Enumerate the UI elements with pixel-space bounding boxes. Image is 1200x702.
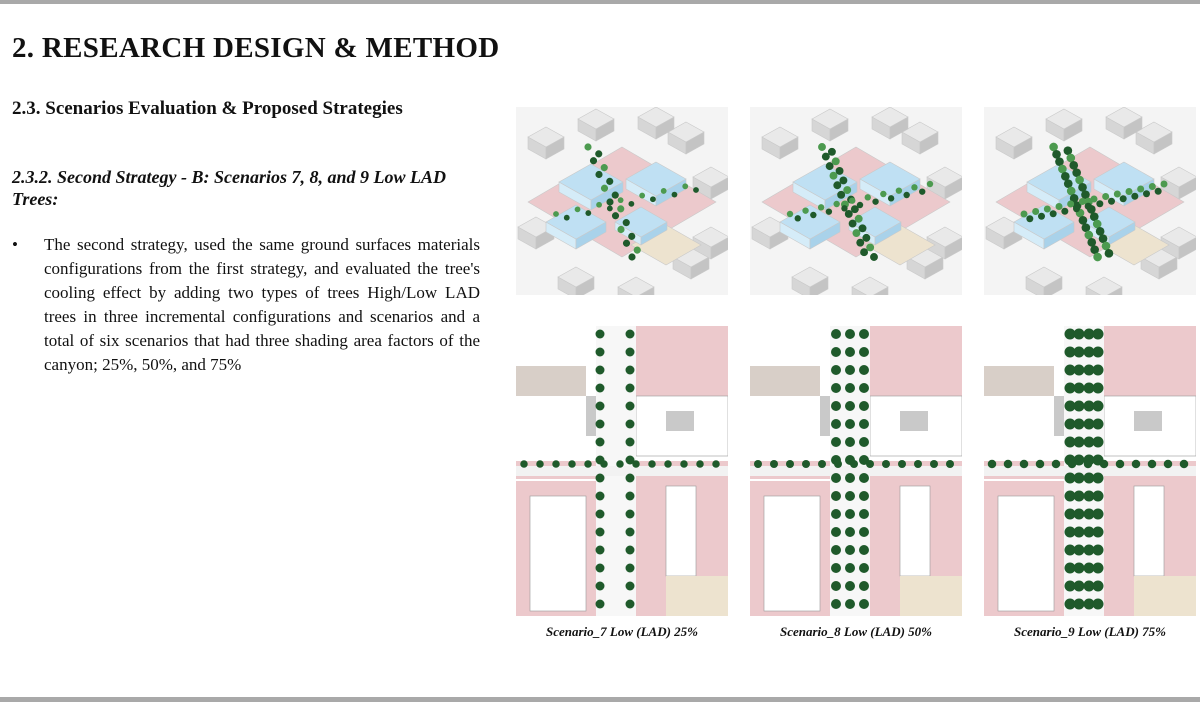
- tree-canopy: [1093, 383, 1104, 394]
- tree-canopy: [680, 460, 688, 468]
- tree-canopy: [575, 206, 581, 212]
- tree-canopy: [1036, 460, 1045, 469]
- paving-block: [516, 366, 586, 396]
- tree-canopy: [859, 563, 869, 573]
- tree-canopy: [595, 150, 602, 157]
- tree-canopy: [1108, 198, 1115, 205]
- tree-canopy: [1093, 329, 1104, 340]
- tree-canopy: [1074, 527, 1085, 538]
- tree-canopy: [1126, 188, 1133, 195]
- tree-canopy: [1093, 563, 1104, 574]
- tree-canopy: [596, 366, 605, 375]
- building-footprint: [998, 496, 1054, 611]
- tree-canopy: [845, 419, 855, 429]
- tree-canopy: [596, 582, 605, 591]
- tree-canopy: [882, 460, 890, 468]
- street: [750, 466, 962, 476]
- tree-canopy: [831, 491, 841, 501]
- tree-canopy: [856, 239, 864, 247]
- scenario-9-isometric-image: [984, 107, 1196, 295]
- tree-canopy: [818, 204, 824, 210]
- tree-canopy: [859, 329, 869, 339]
- tree-canopy: [590, 157, 597, 164]
- tree-canopy: [1105, 249, 1114, 258]
- tree-canopy: [568, 460, 576, 468]
- tree-canopy: [1093, 473, 1104, 484]
- tree-canopy: [1074, 581, 1085, 592]
- tree-canopy: [1100, 460, 1109, 469]
- tree-canopy: [859, 365, 869, 375]
- tree-canopy: [866, 460, 874, 468]
- tree-canopy: [859, 509, 869, 519]
- tree-canopy: [584, 460, 592, 468]
- tree-canopy: [845, 527, 855, 537]
- tree-canopy: [859, 581, 869, 591]
- building-footprint: [666, 486, 696, 576]
- tree-canopy: [903, 192, 909, 198]
- tree-canopy: [634, 247, 641, 254]
- tree-canopy: [831, 401, 841, 411]
- tree-canopy: [1079, 198, 1086, 205]
- tree-canopy: [712, 460, 720, 468]
- tree-canopy: [626, 528, 635, 537]
- tree-canopy: [919, 188, 925, 194]
- tree-canopy: [552, 460, 560, 468]
- building-footprint: [530, 496, 586, 611]
- tree-canopy: [1143, 190, 1150, 197]
- tree-canopy: [1074, 509, 1085, 520]
- tree-canopy: [822, 153, 830, 161]
- tree-canopy: [616, 460, 624, 468]
- tree-canopy: [1026, 215, 1033, 222]
- tree-canopy: [1068, 460, 1077, 469]
- tree-canopy: [1093, 509, 1104, 520]
- tree-canopy: [787, 211, 793, 217]
- tree-canopy: [626, 546, 635, 555]
- tree-canopy: [648, 460, 656, 468]
- tree-canopy: [845, 599, 855, 609]
- tree-canopy: [898, 460, 906, 468]
- scenario-8-isometric-image: [750, 107, 962, 295]
- tree-canopy: [596, 600, 605, 609]
- tree-canopy: [1120, 195, 1127, 202]
- tree-canopy: [849, 220, 857, 228]
- tree-canopy: [682, 183, 688, 189]
- tree-canopy: [859, 599, 869, 609]
- tree-canopy: [626, 510, 635, 519]
- tree-canopy: [639, 193, 645, 199]
- tree-canopy: [1074, 563, 1085, 574]
- tree-canopy: [1085, 203, 1092, 210]
- tree-canopy: [617, 226, 624, 233]
- tree-canopy: [831, 527, 841, 537]
- tree-canopy: [1161, 181, 1168, 188]
- tree-canopy: [1050, 210, 1057, 217]
- tree-canopy: [1093, 599, 1104, 610]
- bottom-rule: [0, 697, 1200, 702]
- tree-canopy: [831, 509, 841, 519]
- tree-canopy: [1074, 545, 1085, 556]
- tree-canopy: [845, 347, 855, 357]
- tree-canopy: [696, 460, 704, 468]
- tree-canopy: [911, 184, 917, 190]
- tree-canopy: [845, 473, 855, 483]
- tree-canopy: [1091, 196, 1098, 203]
- tree-canopy: [1074, 599, 1085, 610]
- plaza-area: [900, 576, 962, 616]
- scenario-7-plan-image: [516, 326, 728, 616]
- tree-canopy: [859, 545, 869, 555]
- tree-canopy: [1114, 191, 1121, 198]
- building-footprint: [1134, 411, 1162, 431]
- paving-block: [1094, 326, 1196, 396]
- tree-canopy: [831, 419, 841, 429]
- tree-canopy: [553, 211, 559, 217]
- tree-canopy: [596, 474, 605, 483]
- tree-canopy: [857, 202, 863, 208]
- tree-canopy: [852, 229, 860, 237]
- tree-canopy: [988, 460, 997, 469]
- tree-canopy: [1067, 201, 1074, 208]
- tree-canopy: [601, 164, 608, 171]
- tree-canopy: [859, 383, 869, 393]
- tree-canopy: [837, 191, 845, 199]
- tree-canopy: [833, 181, 841, 189]
- tree-canopy: [860, 248, 868, 256]
- street: [516, 466, 728, 476]
- scenario-8-plan-image: [750, 326, 962, 616]
- paving-block: [626, 326, 728, 396]
- tree-canopy: [626, 366, 635, 375]
- tree-canopy: [831, 599, 841, 609]
- tree-canopy: [845, 509, 855, 519]
- tree-canopy: [859, 491, 869, 501]
- tree-canopy: [845, 401, 855, 411]
- tree-canopy: [845, 491, 855, 501]
- building-footprint: [764, 496, 820, 611]
- tree-canopy: [612, 192, 619, 199]
- tree-canopy: [795, 215, 801, 221]
- tree-canopy: [830, 172, 838, 180]
- tree-canopy: [1074, 329, 1085, 340]
- tree-canopy: [865, 194, 871, 200]
- tree-canopy: [849, 197, 855, 203]
- tree-canopy: [626, 384, 635, 393]
- tree-canopy: [626, 402, 635, 411]
- tree-canopy: [845, 329, 855, 339]
- tree-canopy: [564, 215, 570, 221]
- tree-canopy: [606, 198, 613, 205]
- tree-canopy: [1073, 205, 1080, 212]
- scenario-8-caption: Scenario_8 Low (LAD) 50%: [779, 624, 933, 639]
- tree-canopy: [626, 564, 635, 573]
- tree-canopy: [628, 233, 635, 240]
- tree-canopy: [845, 545, 855, 555]
- tree-canopy: [1096, 200, 1103, 207]
- tree-canopy: [754, 460, 762, 468]
- tree-canopy: [596, 438, 605, 447]
- tree-canopy: [1164, 460, 1173, 469]
- tree-canopy: [826, 208, 832, 214]
- tree-canopy: [596, 420, 605, 429]
- tree-canopy: [859, 527, 869, 537]
- tree-canopy: [1074, 473, 1085, 484]
- tree-canopy: [1093, 527, 1104, 538]
- scenario-7-caption: Scenario_7 Low (LAD) 25%: [545, 624, 699, 639]
- tree-canopy: [831, 545, 841, 555]
- tree-canopy: [850, 460, 858, 468]
- tree-canopy: [930, 460, 938, 468]
- tree-canopy: [831, 329, 841, 339]
- tree-canopy: [661, 188, 667, 194]
- tree-canopy: [1020, 460, 1029, 469]
- tree-canopy: [888, 195, 894, 201]
- paving-block: [750, 366, 820, 396]
- tree-canopy: [650, 196, 656, 202]
- tree-canopy: [596, 492, 605, 501]
- tree-canopy: [626, 492, 635, 501]
- tree-canopy: [896, 187, 902, 193]
- tree-canopy: [623, 219, 630, 226]
- tree-canopy: [596, 510, 605, 519]
- tree-canopy: [845, 563, 855, 573]
- tree-canopy: [946, 460, 954, 468]
- tree-canopy: [596, 330, 605, 339]
- tree-canopy: [831, 347, 841, 357]
- tree-canopy: [596, 402, 605, 411]
- tree-canopy: [596, 384, 605, 393]
- tree-canopy: [607, 206, 613, 212]
- tree-canopy: [1061, 208, 1068, 215]
- bullet-item: [12, 233, 480, 377]
- tree-canopy: [845, 365, 855, 375]
- tree-canopy: [1093, 347, 1104, 358]
- tree-canopy: [520, 460, 528, 468]
- tree-canopy: [831, 563, 841, 573]
- bullet-text: The second strategy, used the same ground surfaces materials configurations from the first strategy, and evaluated the tree's cooling effect by adding two types of trees High/Low LAD trees in three incremental configurations and scenarios and a total of six scenarios that had three shading area factors of the canyon; 25%, 50%, and 75%: [44, 235, 480, 374]
- tree-canopy: [1093, 581, 1104, 592]
- tree-canopy: [1093, 419, 1104, 430]
- tree-canopy: [826, 162, 834, 170]
- tree-canopy: [601, 185, 608, 192]
- tree-canopy: [632, 460, 640, 468]
- tree-canopy: [770, 460, 778, 468]
- tree-canopy: [859, 401, 869, 411]
- tree-canopy: [786, 460, 794, 468]
- tree-canopy: [596, 528, 605, 537]
- tree-canopy: [626, 582, 635, 591]
- tree-canopy: [927, 181, 933, 187]
- tree-canopy: [845, 210, 853, 218]
- tree-canopy: [617, 205, 624, 212]
- tree-canopy: [1093, 401, 1104, 412]
- tree-canopy: [596, 564, 605, 573]
- tree-canopy: [1052, 460, 1061, 469]
- building-footprint: [900, 486, 930, 576]
- tree-canopy: [626, 474, 635, 483]
- tree-canopy: [1093, 437, 1104, 448]
- paving-block: [984, 366, 1054, 396]
- tree-canopy: [831, 473, 841, 483]
- tree-canopy: [818, 460, 826, 468]
- tree-canopy: [1044, 206, 1051, 213]
- tree-canopy: [859, 473, 869, 483]
- tree-canopy: [859, 347, 869, 357]
- tree-canopy: [1056, 203, 1063, 210]
- tree-canopy: [818, 143, 826, 151]
- tree-canopy: [672, 192, 678, 198]
- plaza-area: [666, 576, 728, 616]
- tree-canopy: [585, 210, 591, 216]
- tree-canopy: [600, 460, 608, 468]
- tree-canopy: [626, 438, 635, 447]
- tree-canopy: [1032, 208, 1039, 215]
- tree-canopy: [626, 348, 635, 357]
- tree-canopy: [841, 205, 847, 211]
- tree-canopy: [1093, 365, 1104, 376]
- tree-canopy: [626, 420, 635, 429]
- tree-canopy: [628, 201, 634, 207]
- tree-canopy: [596, 202, 602, 208]
- tree-canopy: [859, 419, 869, 429]
- tree-canopy: [1180, 460, 1189, 469]
- tree-canopy: [1074, 491, 1085, 502]
- tree-canopy: [1021, 211, 1028, 218]
- tree-canopy: [1137, 186, 1144, 193]
- building-footprint: [1134, 486, 1164, 576]
- tree-canopy: [1148, 460, 1157, 469]
- tree-canopy: [1093, 491, 1104, 502]
- bullet-list: [12, 233, 480, 377]
- building-footprint: [900, 411, 928, 431]
- sub-heading: 2.3.2. Second Strategy - B: Scenarios 7, 8, and 9 Low LAD Trees:: [12, 167, 447, 209]
- scenario-9-caption: Scenario_9 Low (LAD) 75%: [1013, 624, 1167, 639]
- tree-canopy: [831, 365, 841, 375]
- tree-canopy: [612, 212, 619, 219]
- tree-canopy: [1116, 460, 1125, 469]
- tree-canopy: [831, 581, 841, 591]
- scenario-7-isometric-image: [516, 107, 728, 295]
- tree-canopy: [1131, 193, 1138, 200]
- slide-title: 2. RESEARCH DESIGN & METHOD: [12, 32, 500, 64]
- tree-canopy: [1074, 365, 1085, 376]
- tree-canopy: [1149, 183, 1156, 190]
- tree-canopy: [1038, 213, 1045, 220]
- tree-canopy: [1102, 193, 1109, 200]
- tree-canopy: [1074, 437, 1085, 448]
- paving-block: [860, 326, 962, 396]
- tree-canopy: [1074, 347, 1085, 358]
- tree-canopy: [802, 460, 810, 468]
- tree-canopy: [664, 460, 672, 468]
- tree-canopy: [626, 600, 635, 609]
- top-rule: [0, 0, 1200, 4]
- tree-canopy: [623, 240, 630, 247]
- section-heading: 2.3. Scenarios Evaluation & Proposed Strategies: [12, 98, 403, 119]
- tree-canopy: [1093, 545, 1104, 556]
- tree-canopy: [536, 460, 544, 468]
- tree-canopy: [584, 143, 591, 150]
- tree-canopy: [810, 212, 816, 218]
- tree-canopy: [1084, 460, 1093, 469]
- tree-canopy: [834, 460, 842, 468]
- building-footprint: [666, 411, 694, 431]
- tree-canopy: [845, 437, 855, 447]
- tree-canopy: [831, 437, 841, 447]
- tree-canopy: [1074, 401, 1085, 412]
- tree-canopy: [1132, 460, 1141, 469]
- tree-canopy: [845, 581, 855, 591]
- tree-canopy: [880, 191, 886, 197]
- tree-canopy: [870, 253, 878, 261]
- tree-canopy: [1004, 460, 1013, 469]
- tree-canopy: [859, 437, 869, 447]
- tree-canopy: [1155, 188, 1162, 195]
- tree-canopy: [833, 201, 839, 207]
- tree-canopy: [628, 253, 635, 260]
- tree-canopy: [1093, 253, 1102, 262]
- tree-canopy: [872, 198, 878, 204]
- tree-canopy: [1074, 419, 1085, 430]
- tree-canopy: [693, 187, 699, 193]
- tree-canopy: [914, 460, 922, 468]
- tree-canopy: [626, 330, 635, 339]
- bullet-dot: •: [12, 235, 18, 254]
- tree-canopy: [606, 178, 613, 185]
- scenario-9-plan-image: [984, 326, 1196, 616]
- tree-canopy: [596, 546, 605, 555]
- tree-canopy: [831, 383, 841, 393]
- tree-canopy: [596, 348, 605, 357]
- tree-canopy: [595, 171, 602, 178]
- tree-canopy: [618, 197, 624, 203]
- tree-canopy: [1074, 383, 1085, 394]
- tree-canopy: [845, 383, 855, 393]
- tree-canopy: [802, 207, 808, 213]
- plaza-area: [1134, 576, 1196, 616]
